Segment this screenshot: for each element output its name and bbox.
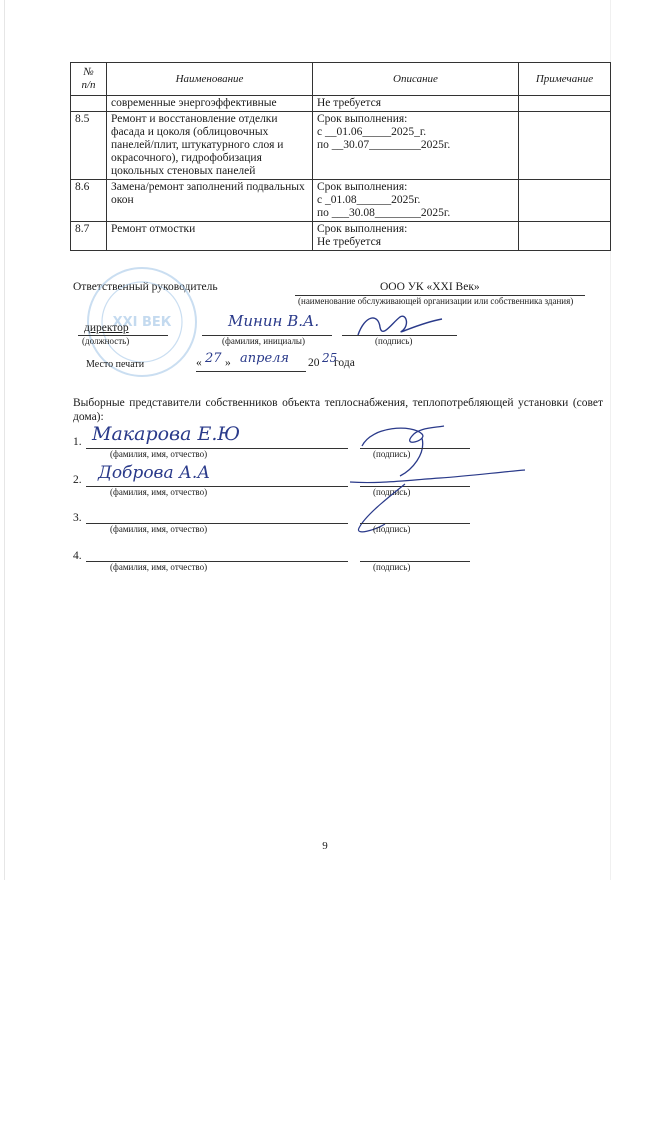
rep-number: 1.: [73, 436, 82, 448]
header-name: Наименование: [107, 63, 313, 96]
rep-signature-caption: (подпись): [373, 449, 411, 459]
organization-name: ООО УК «XXI Век»: [380, 281, 480, 293]
row-note: [519, 222, 611, 251]
date-open-quote: «: [196, 357, 202, 369]
rep-number: 2.: [73, 474, 82, 486]
page-number: 9: [322, 840, 328, 852]
date-mid-quote: »: [225, 357, 231, 369]
row-desc: Не требуется: [313, 96, 519, 112]
signature-caption: (подпись): [375, 336, 413, 346]
row-num: 8.6: [71, 180, 107, 222]
row-num: 8.5: [71, 112, 107, 180]
name-caption: (фамилия, инициалы): [222, 336, 305, 346]
date-year-suffix: 25: [322, 351, 338, 365]
rep-name-caption: (фамилия, имя, отчество): [110, 562, 208, 572]
date-tail: года: [334, 357, 355, 369]
row-name: современные энергоэффективные: [107, 96, 313, 112]
responsible-label: Ответственный руководитель: [73, 281, 218, 293]
header-note: Примечание: [519, 63, 611, 96]
row-desc: Срок выполнения: с _01.08______2025г. по ___30.08________2025г.: [313, 180, 519, 222]
row-desc: Срок выполнения: с __01.06_____2025_г. по __30.07_________2025г.: [313, 112, 519, 180]
row-note: [519, 180, 611, 222]
works-table: [70, 62, 611, 251]
rep-name-caption: (фамилия, имя, отчество): [110, 487, 208, 497]
rep-signature-caption: (подпись): [373, 562, 411, 572]
row-num: [71, 96, 107, 112]
date-month: апреля: [240, 351, 290, 366]
row-note: [519, 112, 611, 180]
date-year-prefix: 20: [308, 357, 320, 369]
row-name: Ремонт и восстановление отделки фасада и цоколя (облицовочных панелей/плит, штукатурного слоя и окрасочного), гидрофобизация цокольных стеновых панелей: [107, 112, 313, 180]
table-row: [71, 112, 611, 180]
table-header-row: [71, 63, 611, 96]
scan-edge: [4, 0, 5, 880]
row-num: 8.7: [71, 222, 107, 251]
manager-name-handwritten: Минин В.А.: [228, 312, 320, 330]
rep-name-caption: (фамилия, имя, отчество): [110, 524, 208, 534]
rep-signature-caption: (подпись): [373, 487, 411, 497]
rep-number: 4.: [73, 550, 82, 562]
date-day: 27: [205, 351, 222, 366]
position-value: директор: [84, 322, 129, 334]
rep-number: 3.: [73, 512, 82, 524]
blank-area: [0, 880, 650, 1147]
seal-place-label: Место печати: [86, 359, 145, 370]
rep-signature-caption: (подпись): [373, 524, 411, 534]
header-num: № п/п: [71, 63, 107, 96]
rep-name-handwritten: Доброва А.А: [98, 463, 211, 483]
position-caption: (должность): [82, 336, 130, 346]
stamp-text: XXI ВЕК: [112, 315, 172, 330]
row-note: [519, 96, 611, 112]
row-name: Замена/ремонт заполнений подвальных окон: [107, 180, 313, 222]
table-row: [71, 222, 611, 251]
rep-name-handwritten: Макарова Е.Ю: [92, 423, 241, 445]
table-row: [71, 96, 611, 112]
organization-caption: (наименование обслуживающей организации или собственника здания): [298, 296, 574, 306]
header-desc: Описание: [313, 63, 519, 96]
date-underline: [196, 371, 306, 372]
row-desc: Срок выполнения: Не требуется: [313, 222, 519, 251]
rep-name-caption: (фамилия, имя, отчество): [110, 449, 208, 459]
representatives-intro: Выборные представители собственников объекта теплоснабжения, теплопотребляющей установки (совет дома):: [73, 397, 603, 423]
row-name: Ремонт отмостки: [107, 222, 313, 251]
table-row: [71, 180, 611, 222]
